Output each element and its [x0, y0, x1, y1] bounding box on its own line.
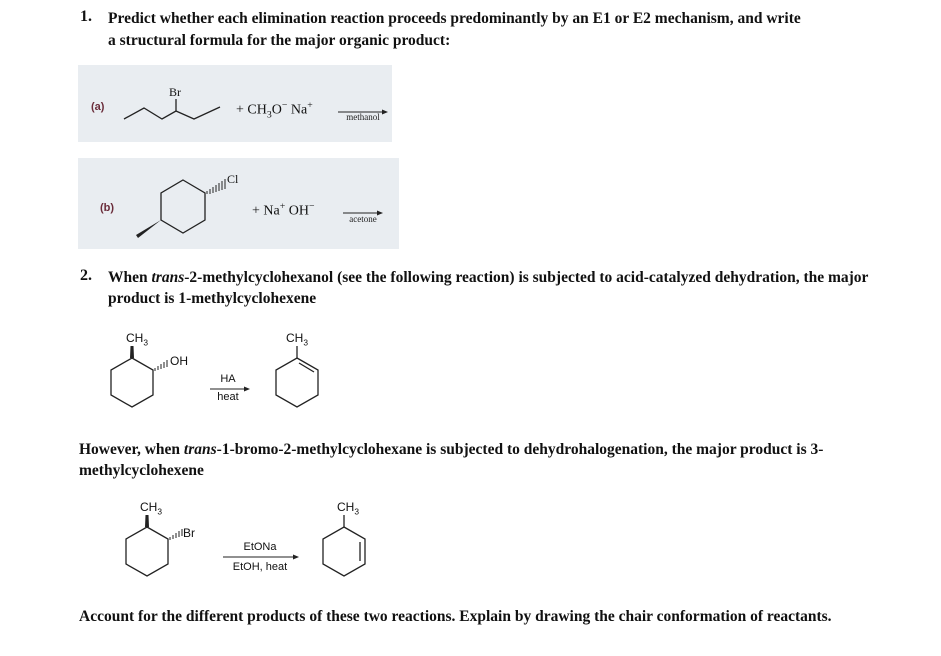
bromo-substituent-label: Br — [169, 85, 181, 99]
rxn1-reactant-methyl-label: $CH_3$ — [126, 331, 149, 348]
chloro-substituent-label: Cl — [227, 172, 239, 186]
paragraph-dehydrohalogenation-line-1: However, when trans-1-bromo-2-methylcyclohexane is subjected to dehydrohalogenation, the major product is 3- — [79, 441, 824, 458]
rxn1-arrow-top-label: HA — [220, 373, 236, 385]
question-2-line-1: When trans-2-methylcyclohexanol (see the following reaction) is subjected to acid-catalyzed dehydration, the major — [108, 269, 869, 286]
question-1-line-2: a structural formula for the major organic product: — [108, 32, 451, 49]
rxn2-arrow-top-label: EtONa — [243, 541, 277, 553]
question-2-line-2: product is 1-methylcyclohexene — [108, 290, 317, 307]
reaction-b-panel — [78, 158, 399, 249]
2-bromopentane-skeleton — [78, 65, 392, 142]
rxn2-bromo-label: Br — [183, 526, 195, 540]
rxn1-arrow-bottom-label: heat — [217, 391, 239, 403]
rxn1-hydroxyl-label: OH — [170, 354, 188, 368]
rxn1-product-methyl-label: $CH_3$ — [286, 331, 309, 348]
paragraph-dehydrohalogenation-line-2: methylcyclohexene — [79, 462, 204, 479]
1-methylcyclohexene-structure — [270, 345, 350, 425]
solvent-methanol: methanol — [346, 112, 380, 122]
rxn2-arrow-bottom-label: EtOH, heat — [232, 561, 288, 573]
final-instruction: Account for the different products of these two reactions. Explain by drawing the chair conformation of reactants. — [79, 608, 832, 625]
trans-2-methylcyclohexanol-structure — [105, 345, 185, 425]
reaction-a-panel — [78, 65, 392, 142]
rxn2-reactant-methyl-label: $CH_3$ — [140, 500, 163, 517]
reagent-b-hydroxide: + Na+ OH− — [252, 201, 315, 219]
chloro-methylcyclohexane-skeleton — [78, 158, 399, 249]
reagent-a-methoxide: + $CH_3O^-$ Na+ — [236, 100, 313, 121]
part-b-label: (b) — [100, 202, 115, 214]
part-a-label: (a) — [91, 101, 105, 113]
question-1-number: 1. — [80, 8, 92, 25]
rxn2-product-methyl-label: $CH_3$ — [337, 500, 360, 517]
question-2-number: 2. — [80, 267, 92, 284]
question-1-line-1: Predict whether each elimination reaction proceeds predominantly by an E1 or E2 mechanism, and write — [108, 10, 801, 27]
3-methylcyclohexene-structure — [317, 514, 397, 594]
trans-1-bromo-2-methylcyclohexane-structure — [120, 514, 200, 594]
solvent-acetone: acetone — [349, 214, 377, 224]
